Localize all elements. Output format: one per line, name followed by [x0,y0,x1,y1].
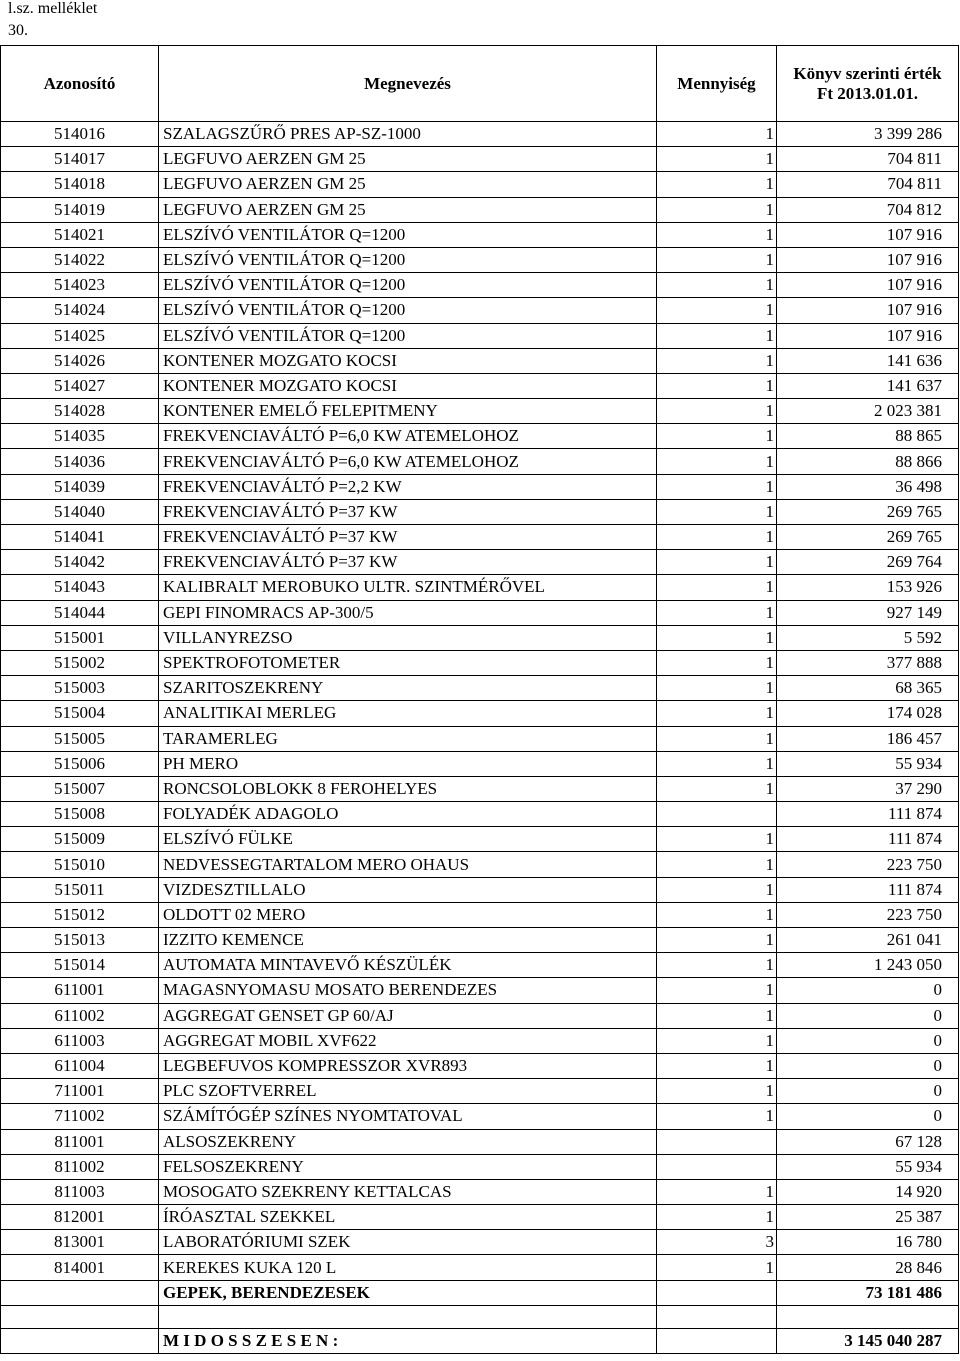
table-row [1,525,959,550]
cell-value: 107 916 [777,247,959,272]
table-row [1,776,959,801]
cell-id: 611003 [1,1028,159,1053]
cell-value: 111 874 [777,877,959,902]
cell-value: 5 592 [777,625,959,650]
cell-id: 811001 [1,1129,159,1154]
cell-qty [657,1154,777,1179]
cell-name: FELSOSZEKRENY [159,1154,657,1179]
table-row [1,726,959,751]
cell-id: 514027 [1,373,159,398]
cell-id: 514035 [1,424,159,449]
cell-qty: 1 [657,1053,777,1078]
cell-id: 514028 [1,399,159,424]
cell-name: IZZITO KEMENCE [159,928,657,953]
cell-qty: 1 [657,399,777,424]
cell-id: 514024 [1,298,159,323]
table-row [1,323,959,348]
table-row [1,172,959,197]
cell-id: 515014 [1,953,159,978]
cell-name: RONCSOLOBLOKK 8 FEROHELYES [159,776,657,801]
cell-empty [657,1305,777,1328]
table-row [1,122,959,147]
cell-value: 223 750 [777,852,959,877]
cell-id: 514023 [1,273,159,298]
cell-qty: 1 [657,852,777,877]
cell-value: 141 636 [777,348,959,373]
cell-qty: 1 [657,172,777,197]
column-header-id: Azonosító [1,46,159,122]
cell-value: 107 916 [777,222,959,247]
column-header-value [777,46,959,122]
cell-value: 28 846 [777,1255,959,1280]
cell-value: 261 041 [777,928,959,953]
cell-value: 68 365 [777,676,959,701]
table-row [1,1255,959,1280]
cell-value: 36 498 [777,474,959,499]
cell-qty: 1 [657,273,777,298]
cell-id: 515010 [1,852,159,877]
cell-name: AGGREGAT GENSET GP 60/AJ [159,1003,657,1028]
cell-name: OLDOTT 02 MERO [159,902,657,927]
table-row [1,1028,959,1053]
cell-value: 67 128 [777,1129,959,1154]
cell-value: 704 811 [777,172,959,197]
cell-id: 515004 [1,701,159,726]
cell-empty [1,1280,159,1305]
cell-qty: 1 [657,676,777,701]
cell-qty: 1 [657,1028,777,1053]
annex-label: l.sz. melléklet [8,0,98,17]
table-row [1,600,959,625]
cell-name: VILLANYREZSO [159,625,657,650]
cell-name: SZARITOSZEKRENY [159,676,657,701]
table-row [1,449,959,474]
cell-qty: 1 [657,902,777,927]
cell-id: 515002 [1,650,159,675]
subtotal-value: 73 181 486 [777,1280,959,1305]
cell-value: 377 888 [777,650,959,675]
cell-name: GEPI FINOMRACS AP-300/5 [159,600,657,625]
cell-id: 813001 [1,1230,159,1255]
cell-name: NEDVESSEGTARTALOM MERO OHAUS [159,852,657,877]
cell-value: 111 874 [777,827,959,852]
cell-id: 611001 [1,978,159,1003]
cell-qty: 1 [657,575,777,600]
cell-qty: 1 [657,247,777,272]
cell-value: 0 [777,1053,959,1078]
cell-value: 107 916 [777,298,959,323]
table-row [1,625,959,650]
cell-empty [1,1305,159,1328]
cell-name: ELSZÍVÓ FÜLKE [159,827,657,852]
cell-qty: 1 [657,776,777,801]
cell-qty: 1 [657,424,777,449]
cell-name: KONTENER EMELŐ FELEPITMENY [159,399,657,424]
cell-value: 704 812 [777,197,959,222]
table-row [1,676,959,701]
cell-qty: 1 [657,1079,777,1104]
cell-id: 514025 [1,323,159,348]
cell-name: ÍRÓASZTAL SZEKKEL [159,1205,657,1230]
table-row [1,701,959,726]
cell-name: FREKVENCIAVÁLTÓ P=2,2 KW [159,474,657,499]
cell-qty: 1 [657,323,777,348]
cell-name: KONTENER MOZGATO KOCSI [159,373,657,398]
table-row [1,1129,959,1154]
cell-value: 2 023 381 [777,399,959,424]
table-row [1,550,959,575]
cell-id: 812001 [1,1205,159,1230]
cell-id: 711002 [1,1104,159,1129]
cell-value: 153 926 [777,575,959,600]
table-row [1,650,959,675]
cell-value: 704 811 [777,147,959,172]
cell-id: 514042 [1,550,159,575]
cell-qty: 1 [657,499,777,524]
cell-value: 0 [777,1028,959,1053]
cell-name: LEGFUVO AERZEN GM 25 [159,197,657,222]
table-row [1,373,959,398]
cell-qty: 1 [657,928,777,953]
cell-value: 14 920 [777,1179,959,1204]
cell-value: 107 916 [777,323,959,348]
cell-name: SPEKTROFOTOMETER [159,650,657,675]
cell-id: 514039 [1,474,159,499]
spacer-row [1,1305,959,1328]
cell-value: 223 750 [777,902,959,927]
cell-name: FREKVENCIAVÁLTÓ P=6,0 KW ATEMELOHOZ [159,424,657,449]
cell-qty: 1 [657,701,777,726]
cell-id: 514017 [1,147,159,172]
cell-value: 269 764 [777,550,959,575]
table-row [1,751,959,776]
cell-id: 515006 [1,751,159,776]
cell-name: ELSZÍVÓ VENTILÁTOR Q=1200 [159,247,657,272]
cell-id: 514019 [1,197,159,222]
table-row [1,222,959,247]
cell-id: 515005 [1,726,159,751]
table-row [1,877,959,902]
cell-qty: 1 [657,1205,777,1230]
cell-name: LEGFUVO AERZEN GM 25 [159,147,657,172]
cell-name: PLC SZOFTVERREL [159,1079,657,1104]
cell-empty [657,1280,777,1305]
cell-qty: 1 [657,1179,777,1204]
cell-empty [657,1328,777,1353]
cell-id: 514022 [1,247,159,272]
cell-value: 0 [777,1079,959,1104]
cell-qty: 1 [657,1255,777,1280]
column-header-value-line2: Ft 2013.01.01. [816,83,919,103]
cell-id: 611002 [1,1003,159,1028]
table-row [1,1003,959,1028]
cell-id: 514016 [1,122,159,147]
cell-value: 174 028 [777,701,959,726]
cell-id: 711001 [1,1079,159,1104]
table-row [1,474,959,499]
cell-qty: 1 [657,197,777,222]
page-number: 30. [8,22,28,39]
cell-id: 514036 [1,449,159,474]
table-row [1,399,959,424]
cell-id: 515008 [1,802,159,827]
cell-name: KALIBRALT MEROBUKO ULTR. SZINTMÉRŐVEL [159,575,657,600]
cell-qty: 1 [657,726,777,751]
cell-name: LABORATÓRIUMI SZEK [159,1230,657,1255]
cell-value: 88 865 [777,424,959,449]
cell-id: 811002 [1,1154,159,1179]
cell-value: 55 934 [777,751,959,776]
table-row [1,852,959,877]
cell-value: 25 387 [777,1205,959,1230]
grand-total-label: M I D O S S Z E S E N : [159,1328,657,1353]
cell-name: SZÁMÍTÓGÉP SZÍNES NYOMTATOVAL [159,1104,657,1129]
cell-qty: 1 [657,474,777,499]
cell-value: 269 765 [777,525,959,550]
cell-value: 0 [777,1104,959,1129]
cell-value: 16 780 [777,1230,959,1255]
cell-qty: 1 [657,1104,777,1129]
cell-id: 515009 [1,827,159,852]
cell-qty: 1 [657,625,777,650]
cell-name: ELSZÍVÓ VENTILÁTOR Q=1200 [159,323,657,348]
cell-name: ELSZÍVÓ VENTILÁTOR Q=1200 [159,298,657,323]
table-row [1,827,959,852]
cell-name: PH MERO [159,751,657,776]
column-header-qty: Mennyiség [657,46,777,122]
cell-id: 611004 [1,1053,159,1078]
cell-value: 3 399 286 [777,122,959,147]
table-row [1,1104,959,1129]
cell-qty: 1 [657,650,777,675]
cell-qty: 1 [657,222,777,247]
cell-name: MOSOGATO SZEKRENY KETTALCAS [159,1179,657,1204]
cell-qty: 1 [657,1003,777,1028]
cell-value: 186 457 [777,726,959,751]
cell-qty: 1 [657,953,777,978]
table-row [1,499,959,524]
cell-name: LEGFUVO AERZEN GM 25 [159,172,657,197]
table-row [1,1053,959,1078]
cell-name: AUTOMATA MINTAVEVŐ KÉSZÜLÉK [159,953,657,978]
table-row [1,928,959,953]
cell-id: 514026 [1,348,159,373]
cell-empty [777,1305,959,1328]
cell-id: 515003 [1,676,159,701]
table-row [1,1079,959,1104]
table-row [1,348,959,373]
cell-name: FREKVENCIAVÁLTÓ P=37 KW [159,525,657,550]
cell-id: 814001 [1,1255,159,1280]
cell-id: 514044 [1,600,159,625]
subtotal-row [1,1280,959,1305]
table-body [1,122,959,1354]
cell-id: 515013 [1,928,159,953]
cell-qty: 1 [657,525,777,550]
column-header-name: Megnevezés [159,46,657,122]
table-row [1,953,959,978]
grand-total-row [1,1328,959,1353]
cell-name: FREKVENCIAVÁLTÓ P=37 KW [159,550,657,575]
cell-id: 515012 [1,902,159,927]
table-row [1,1154,959,1179]
cell-qty: 1 [657,827,777,852]
cell-name: ANALITIKAI MERLEG [159,701,657,726]
column-header-value-line1: Könyv szerinti érték [793,63,942,83]
table-row [1,575,959,600]
table-row [1,1230,959,1255]
cell-value: 141 637 [777,373,959,398]
cell-qty: 1 [657,877,777,902]
cell-id: 811003 [1,1179,159,1204]
cell-value: 107 916 [777,273,959,298]
table-row [1,298,959,323]
cell-value: 0 [777,978,959,1003]
cell-name: MAGASNYOMASU MOSATO BERENDEZES [159,978,657,1003]
cell-name: TARAMERLEG [159,726,657,751]
cell-name: ELSZÍVÓ VENTILÁTOR Q=1200 [159,273,657,298]
cell-qty: 1 [657,751,777,776]
cell-id: 514040 [1,499,159,524]
grand-total-value: 3 145 040 287 [777,1328,959,1353]
cell-value: 55 934 [777,1154,959,1179]
cell-qty: 1 [657,600,777,625]
cell-empty [1,1328,159,1353]
cell-id: 515011 [1,877,159,902]
table-row [1,902,959,927]
cell-name: SZALAGSZŰRŐ PRES AP-SZ-1000 [159,122,657,147]
cell-id: 515007 [1,776,159,801]
cell-id: 514018 [1,172,159,197]
cell-qty [657,802,777,827]
subtotal-label: GEPEK, BERENDEZESEK [159,1280,657,1305]
cell-name: AGGREGAT MOBIL XVF622 [159,1028,657,1053]
cell-id: 514043 [1,575,159,600]
cell-qty: 1 [657,348,777,373]
cell-qty: 1 [657,550,777,575]
cell-name: ALSOSZEKRENY [159,1129,657,1154]
table-header-row [1,46,959,122]
table-row [1,147,959,172]
cell-name: FREKVENCIAVÁLTÓ P=6,0 KW ATEMELOHOZ [159,449,657,474]
cell-id: 515001 [1,625,159,650]
cell-empty [159,1305,657,1328]
cell-qty: 1 [657,449,777,474]
cell-id: 514041 [1,525,159,550]
cell-name: FOLYADÉK ADAGOLO [159,802,657,827]
cell-qty: 1 [657,373,777,398]
cell-name: ELSZÍVÓ VENTILÁTOR Q=1200 [159,222,657,247]
cell-name: VIZDESZTILLALO [159,877,657,902]
cell-id: 514021 [1,222,159,247]
cell-name: KEREKES KUKA 120 L [159,1255,657,1280]
cell-value: 0 [777,1003,959,1028]
cell-value: 927 149 [777,600,959,625]
cell-value: 88 866 [777,449,959,474]
asset-table [0,45,959,1354]
cell-value: 269 765 [777,499,959,524]
cell-value: 111 874 [777,802,959,827]
cell-value: 37 290 [777,776,959,801]
table-row [1,978,959,1003]
cell-qty: 1 [657,978,777,1003]
cell-qty [657,1129,777,1154]
table-row [1,802,959,827]
cell-name: KONTENER MOZGATO KOCSI [159,348,657,373]
cell-qty: 1 [657,147,777,172]
table-row [1,273,959,298]
table-row [1,247,959,272]
cell-qty: 3 [657,1230,777,1255]
cell-name: FREKVENCIAVÁLTÓ P=37 KW [159,499,657,524]
table-row [1,1205,959,1230]
table-row [1,197,959,222]
table-row [1,424,959,449]
cell-qty: 1 [657,298,777,323]
cell-value: 1 243 050 [777,953,959,978]
cell-name: LEGBEFUVOS KOMPRESSZOR XVR893 [159,1053,657,1078]
table-row [1,1179,959,1204]
cell-qty: 1 [657,122,777,147]
